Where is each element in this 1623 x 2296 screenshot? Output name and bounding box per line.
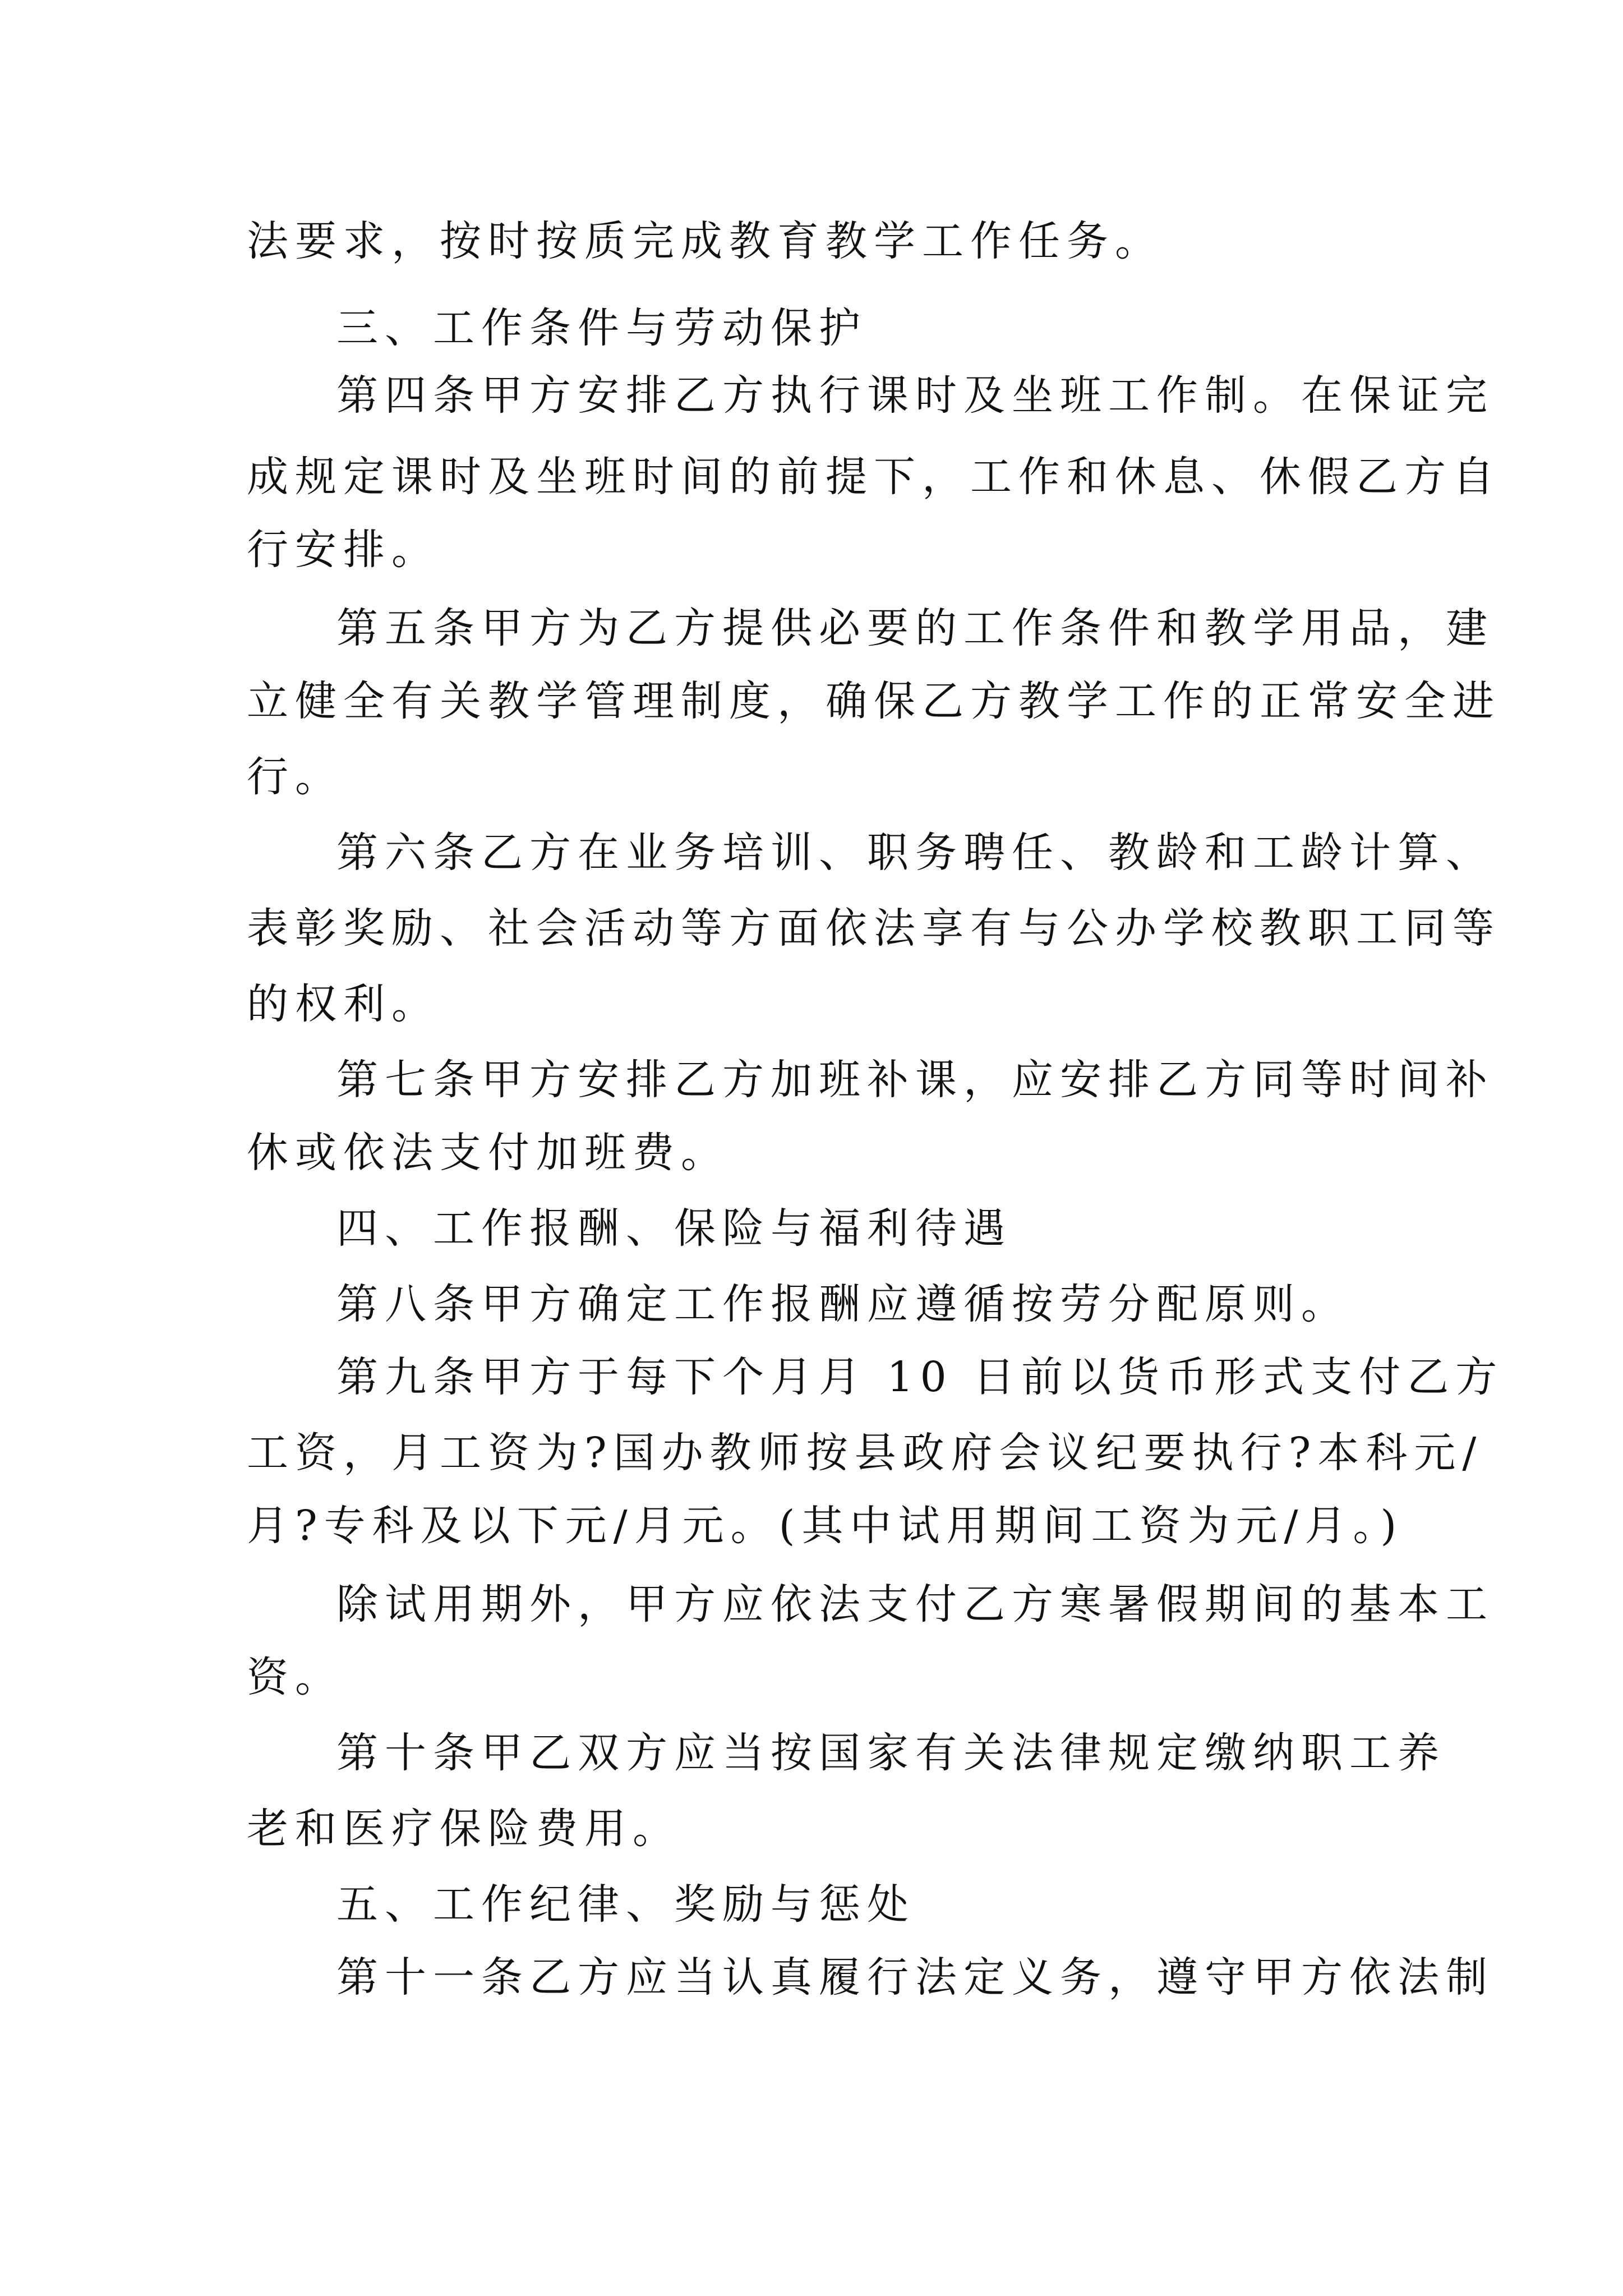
text-line: 月?专科及以下元/月元。(其中试用期间工资为元/月。) xyxy=(247,1502,1404,1550)
text-line: 第六条乙方在业务培训、职务聘任、教龄和工龄计算、 xyxy=(336,829,1494,877)
text-line: 行安排。 xyxy=(247,526,440,574)
text-line: 第九条甲方于每下个月月 10 日前以货币形式支付乙方 xyxy=(336,1353,1504,1401)
text-line: 法要求，按时按质完成教育教学工作任务。 xyxy=(247,217,1163,265)
text-line: 第四条甲方安排乙方执行课时及坐班工作制。在保证完 xyxy=(336,371,1494,420)
text-line: 第五条甲方为乙方提供必要的工作条件和教学用品，建 xyxy=(336,604,1494,652)
text-line: 资。 xyxy=(247,1653,343,1701)
text-line: 除试用期外，甲方应依法支付乙方寒暑假期间的基本工 xyxy=(336,1580,1494,1628)
text-line: 行。 xyxy=(247,753,343,801)
text-line: 休或依法支付加班费。 xyxy=(247,1129,729,1177)
text-line: 第十一条乙方应当认真履行法定义务，遵守甲方依法制 xyxy=(336,1953,1494,2001)
text-line: 工资，月工资为?国办教师按县政府会议纪要执行?本科元/ xyxy=(247,1429,1483,1477)
section-heading: 三、工作条件与劳动保护 xyxy=(336,304,867,352)
section-heading: 五、工作纪律、奖励与惩处 xyxy=(336,1880,915,1929)
section-heading: 四、工作报酬、保险与福利待遇 xyxy=(336,1204,1012,1253)
text-line: 第七条甲方安排乙方加班补课，应安排乙方同等时间补 xyxy=(336,1056,1494,1104)
text-line: 的权利。 xyxy=(247,980,440,1028)
text-line: 成规定课时及坐班时间的前提下，工作和休息、休假乙方自 xyxy=(247,453,1501,501)
text-line: 表彰奖励、社会活动等方面依法享有与公办学校教职工同等 xyxy=(247,904,1501,953)
text-line: 老和医疗保险费用。 xyxy=(247,1805,681,1853)
text-line: 立健全有关教学管理制度，确保乙方教学工作的正常安全进 xyxy=(247,677,1501,725)
text-line: 第八条甲方确定工作报酬应遵循按劳分配原则。 xyxy=(336,1280,1349,1328)
text-line: 第十条甲乙双方应当按国家有关法律规定缴纳职工养 xyxy=(336,1729,1446,1777)
